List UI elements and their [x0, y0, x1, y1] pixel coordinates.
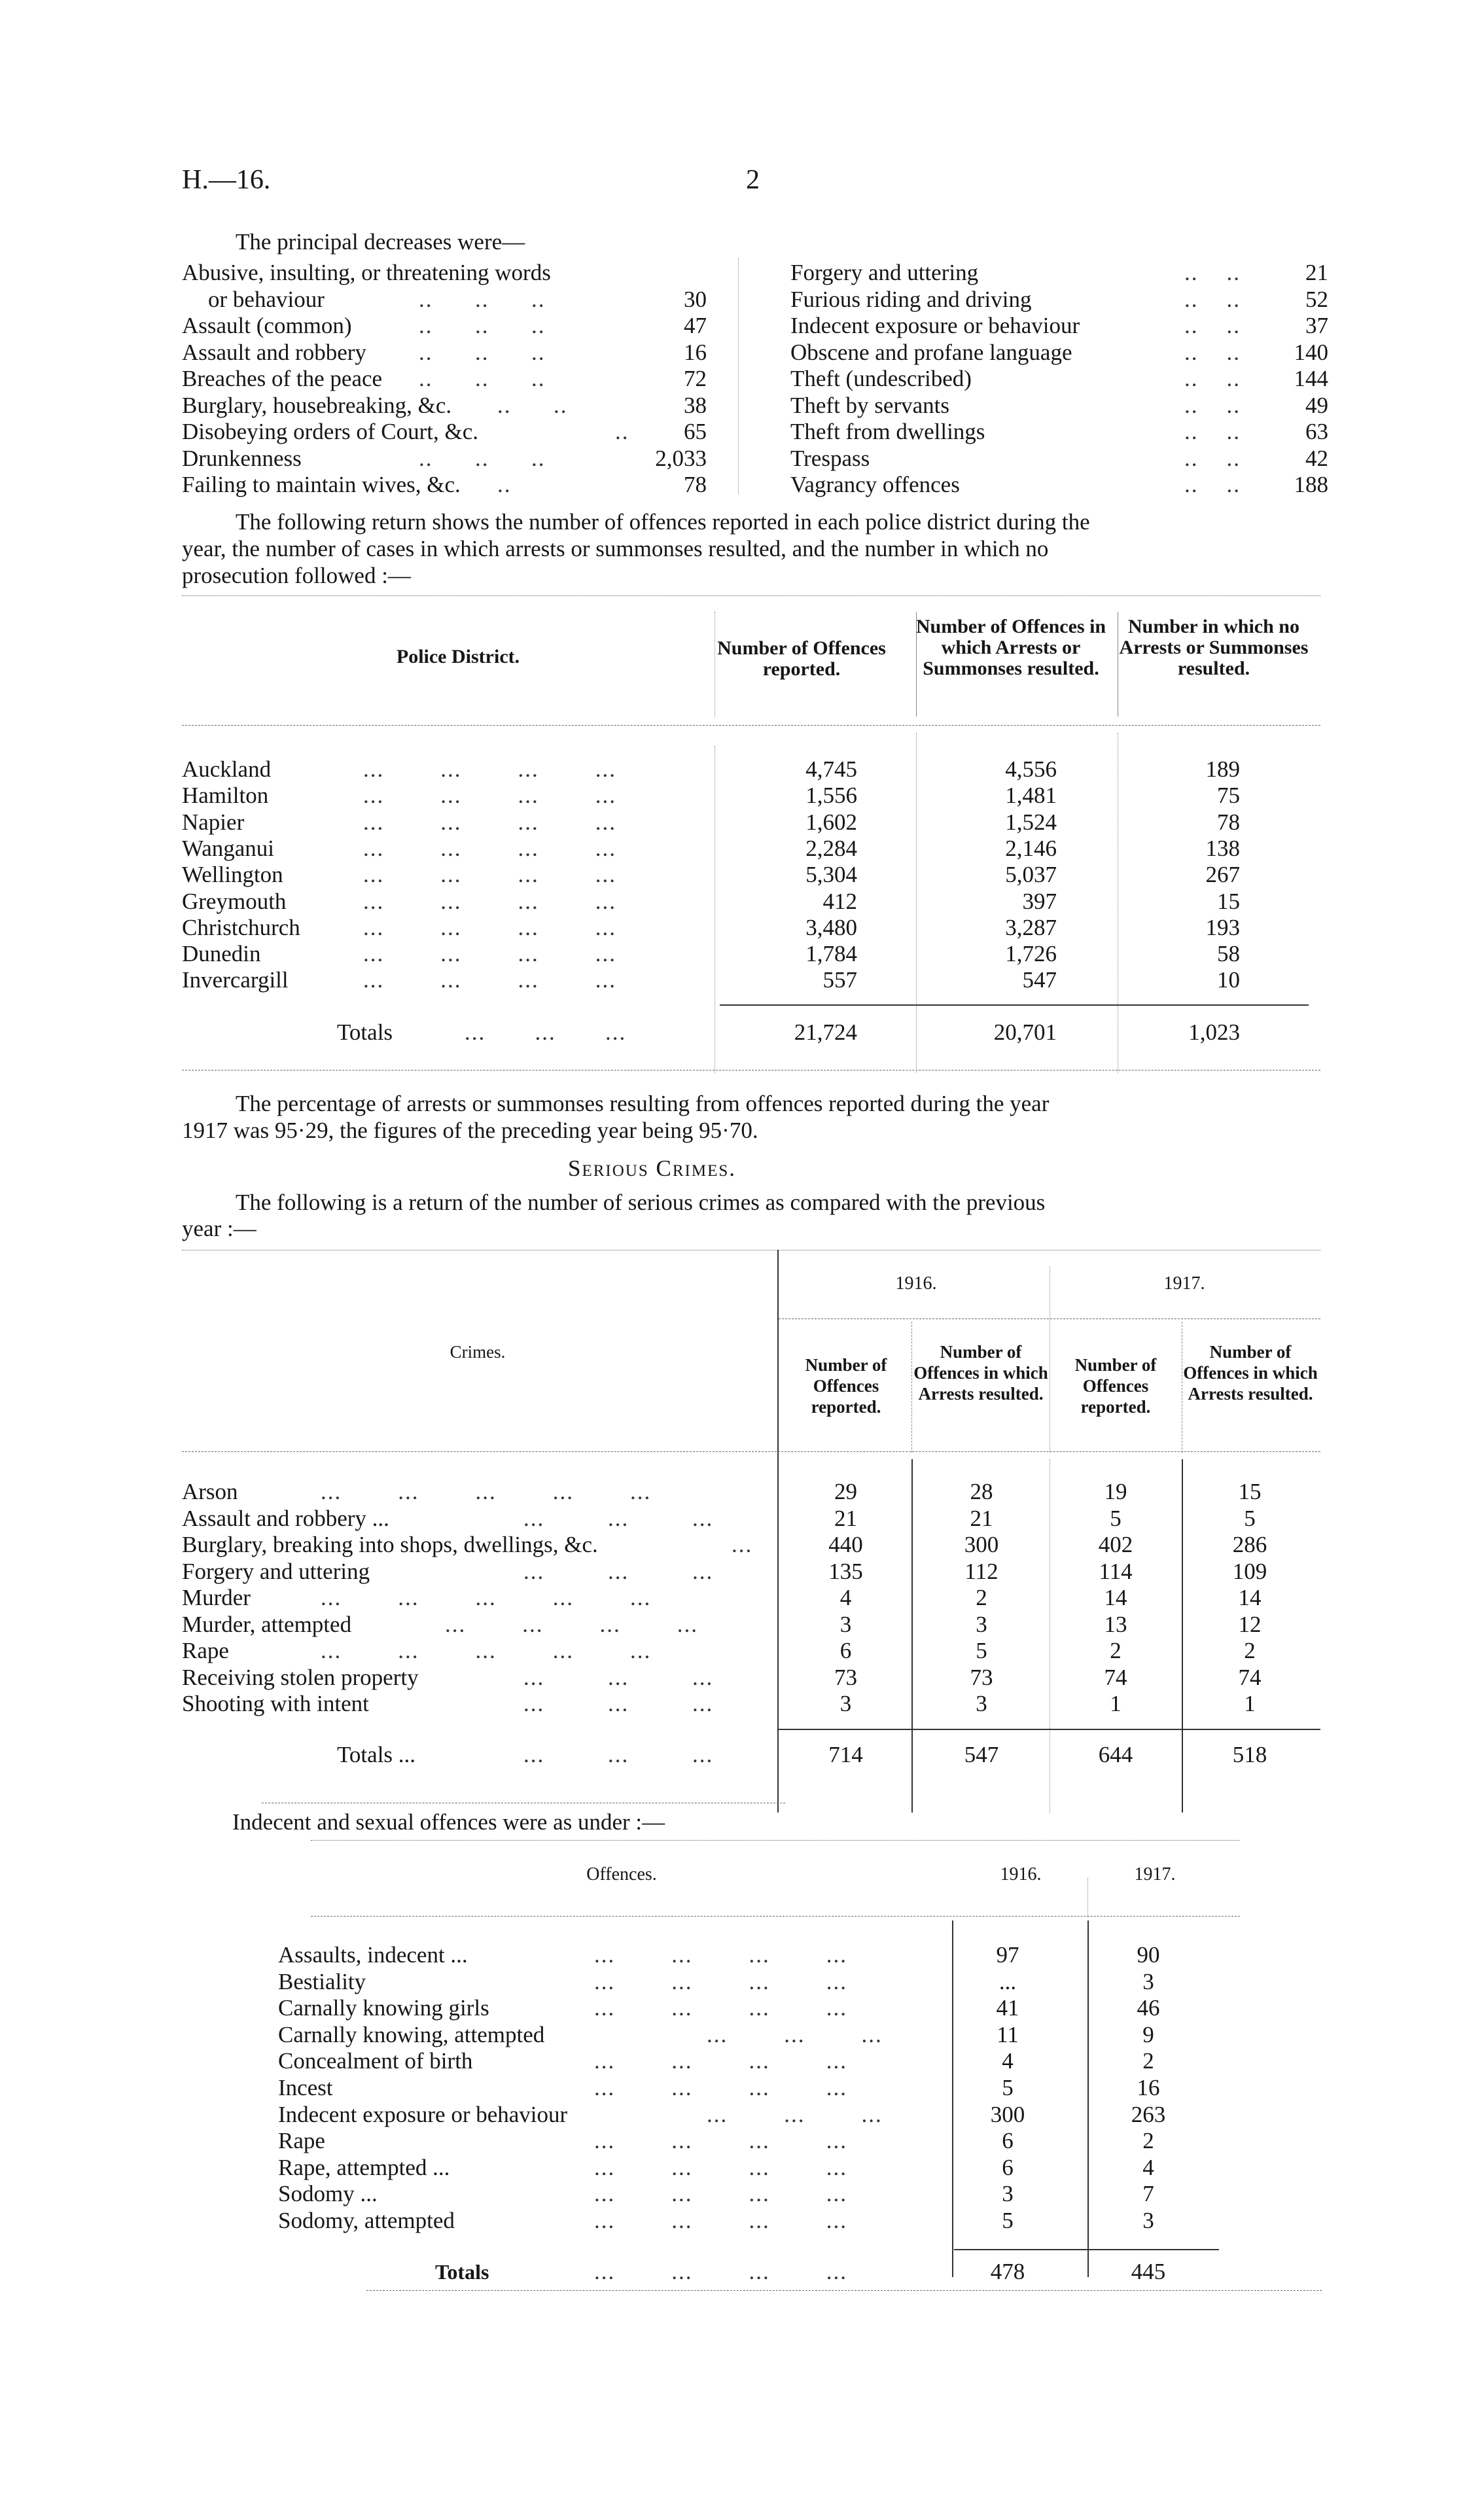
t2-r1916: 6: [839, 1638, 852, 1663]
t3-1917: 90: [1137, 1942, 1160, 1968]
t1-no-arrests: 58: [1217, 941, 1240, 967]
t3-1917: 7: [1142, 2181, 1154, 2207]
decrease-right-value: 63: [1305, 419, 1328, 444]
decrease-right-label: Indecent exposure or behaviour: [790, 313, 1080, 338]
t1-header-no-arrests: Number in which no Arrests or Summonses resulted.: [1119, 616, 1309, 679]
t3-row-dots: ... ... ... ...: [594, 2128, 847, 2154]
t3-1916: 41: [996, 1995, 1019, 2021]
t3-offence: Concealment of birth: [278, 2048, 473, 2074]
table-row: [0, 2075, 1484, 2101]
decrease-left-label: Abusive, insulting, or threatening words: [182, 260, 551, 285]
t1-reported: 4,745: [805, 756, 857, 782]
decrease-right-leader: .. ..: [1184, 392, 1241, 418]
t3-offence: Assaults, indecent ...: [278, 1942, 468, 1968]
t3-1917: 3: [1142, 2208, 1154, 2233]
t3-row-dots: ... ... ... ...: [594, 1995, 847, 2021]
t1-arrests: 1,524: [1005, 809, 1057, 835]
t2-row-dots: ... ... ...: [523, 1558, 714, 1584]
t3-1916: 5: [1002, 2075, 1014, 2100]
t2-row-dots: ... ... ... ... ...: [321, 1479, 652, 1504]
table-row: [0, 1969, 1484, 1995]
para1-line-1: The following return shows the number of offences reported in each police district during the: [236, 509, 1090, 535]
decrease-left-label: or behaviour: [208, 286, 325, 312]
t3-1916: 300: [990, 2101, 1025, 2127]
t2-r1916: 3: [839, 1691, 852, 1716]
table-row: [0, 967, 1484, 993]
table-row: [0, 1665, 1484, 1691]
decrease-right-value: 49: [1305, 392, 1328, 418]
t1-district: Auckland: [182, 756, 272, 782]
t2-a1916: 300: [964, 1532, 999, 1557]
t1-no-arrests: 15: [1217, 888, 1240, 914]
t1-no-arrests: 78: [1217, 809, 1240, 835]
table-row: [0, 1638, 1484, 1664]
para2-line-1: The percentage of arrests or summonses resulting from offences reported during the year: [236, 1091, 1050, 1116]
t2-r1916: 3: [839, 1611, 852, 1637]
table-row: [0, 2128, 1484, 2154]
decrease-left-label: Disobeying orders of Court, &c.: [182, 419, 478, 444]
t3-1917: 46: [1137, 1995, 1160, 2021]
t3-totals-1916: 478: [990, 2259, 1025, 2284]
decrease-left-label: Failing to maintain wives, &c.: [182, 472, 461, 497]
t1-no-arrests: 267: [1205, 862, 1240, 888]
t2-a1917: 12: [1238, 1611, 1262, 1637]
t2-r1916: 29: [834, 1479, 857, 1504]
table-row: [0, 836, 1484, 862]
decrease-right-leader: .. ..: [1184, 313, 1241, 338]
t2-crime: Murder, attempted: [182, 1611, 352, 1637]
decrease-right-label: Theft by servants: [790, 392, 949, 418]
t2-r1916: 135: [828, 1558, 863, 1584]
decrease-right-leader: .. ..: [1184, 445, 1241, 471]
t1-district: Wellington: [182, 862, 283, 888]
t1-row-dots: ... ... ... ...: [363, 783, 616, 809]
t3-totals-dots: ... ... ... ...: [594, 2259, 847, 2284]
decrease-right-leader: .. ..: [1184, 472, 1241, 497]
t3-header-1916: 1916.: [1000, 1864, 1042, 1884]
t2-header-arrests-1916: Number of Offences in which Arrests resulted.: [913, 1342, 1048, 1404]
t2-row-dots: ... ... ...: [523, 1664, 714, 1690]
t2-row-dots: ...: [732, 1532, 753, 1557]
decrease-right-label: Obscene and profane language: [790, 339, 1072, 365]
decrease-left-value: 38: [684, 392, 707, 418]
table-row: [0, 783, 1484, 809]
t1-row-dots: ... ... ... ...: [363, 756, 616, 782]
t1-row-dots: ... ... ... ...: [363, 914, 616, 940]
t3-row-dots: ... ... ...: [707, 2101, 883, 2127]
table-row: [0, 1532, 1484, 1558]
t1-arrests: 4,556: [1005, 756, 1057, 782]
decrease-left-value: 16: [684, 339, 707, 365]
t1-row-dots: ... ... ... ...: [363, 835, 616, 861]
t2-a1917: 2: [1244, 1638, 1256, 1663]
t2-r1917: 14: [1104, 1585, 1127, 1610]
t1-reported: 557: [822, 967, 857, 993]
decrease-left-leader: .. .. ..: [419, 339, 546, 365]
t2-a1917: 74: [1238, 1664, 1262, 1690]
t2-totals-a1916: 547: [964, 1742, 999, 1767]
t2-row-dots: ... ... ... ...: [445, 1611, 698, 1637]
t2-a1916: 3: [976, 1691, 987, 1716]
decrease-left-leader: ..: [497, 472, 512, 497]
decrease-left-leader: .. .. ..: [419, 286, 546, 312]
t3-row-dots: ... ... ... ...: [594, 2048, 847, 2074]
table-row: [0, 915, 1484, 941]
t2-r1917: 1: [1110, 1691, 1122, 1716]
serious-crimes-heading: Serious Crimes.: [568, 1156, 736, 1181]
t3-1916: 5: [1002, 2208, 1014, 2233]
t3-1916: 6: [1002, 2128, 1014, 2154]
t1-district: Invercargill: [182, 967, 289, 993]
t2-header-1917: 1917.: [1163, 1273, 1205, 1294]
t1-arrests: 5,037: [1005, 862, 1057, 888]
t1-header-reported: Number of Offences reported.: [717, 637, 886, 680]
t3-row-dots: ... ... ... ...: [594, 1942, 847, 1968]
decrease-right-leader: .. ..: [1184, 286, 1241, 312]
decrease-right-label: Theft (undescribed): [790, 366, 972, 391]
t3-1916: 6: [1002, 2154, 1014, 2180]
t3-offence: Indecent exposure or behaviour: [278, 2101, 568, 2127]
t2-a1916: 73: [970, 1664, 993, 1690]
t3-1916: ...: [998, 1968, 1017, 1994]
table-row: [0, 2048, 1484, 2074]
t3-row-dots: ... ... ... ...: [594, 2181, 847, 2207]
t2-a1916: 2: [976, 1585, 987, 1610]
t3-header-1917: 1917.: [1134, 1864, 1176, 1884]
serious-intro-line-1: The following is a return of the number of serious crimes as compared with the previous: [236, 1190, 1046, 1215]
t2-r1917: 13: [1104, 1611, 1127, 1637]
t3-1917: 2: [1142, 2128, 1154, 2154]
t1-reported: 2,284: [805, 835, 857, 861]
table-row: [0, 889, 1484, 915]
t2-row-dots: ... ... ... ... ...: [321, 1638, 652, 1663]
decrease-right-value: 52: [1305, 286, 1328, 312]
t1-no-arrests: 75: [1217, 783, 1240, 809]
decrease-right-leader: .. ..: [1184, 419, 1241, 444]
decrease-right-leader: .. ..: [1184, 366, 1241, 391]
t1-district: Hamilton: [182, 783, 269, 809]
table-row: [0, 941, 1484, 967]
t2-totals-row: [0, 1742, 1484, 1768]
t1-district: Greymouth: [182, 888, 287, 914]
t3-row-dots: ... ... ... ...: [594, 1968, 847, 1994]
decrease-right-label: Furious riding and driving: [790, 286, 1032, 312]
document-reference: H.—16.: [182, 165, 271, 195]
table-row: [0, 1995, 1484, 2021]
t3-totals-row: [0, 2259, 1484, 2285]
t1-arrests: 1,481: [1005, 783, 1057, 809]
t1-totals-label: Totals: [337, 1019, 393, 1045]
t3-1916: 11: [997, 2021, 1019, 2047]
t2-crime: Receiving stolen property: [182, 1664, 419, 1690]
decrease-left-value: 65: [684, 419, 707, 444]
t1-arrests: 2,146: [1005, 835, 1057, 861]
t3-row-dots: ... ... ... ...: [594, 2075, 847, 2100]
t2-crime: Forgery and uttering: [182, 1558, 370, 1584]
t2-crime: Burglary, breaking into shops, dwellings, &c.: [182, 1532, 598, 1557]
table-row: [0, 809, 1484, 836]
table-row: [0, 1691, 1484, 1717]
t2-totals-a1917: 518: [1232, 1742, 1267, 1767]
t2-header-arrests-1917: Number of Offences in which Arrests resulted.: [1183, 1342, 1318, 1404]
t2-a1916: 21: [970, 1505, 993, 1531]
t3-row-dots: ... ... ... ...: [594, 2154, 847, 2180]
table-row: [0, 1585, 1484, 1611]
t3-offence: Sodomy ...: [278, 2181, 378, 2207]
t3-1917: 263: [1131, 2101, 1166, 2127]
decrease-right-label: Forgery and uttering: [790, 260, 979, 285]
t1-arrests: 3,287: [1005, 914, 1057, 940]
t1-row-dots: ... ... ... ...: [363, 862, 616, 888]
t1-reported: 412: [822, 888, 857, 914]
para1-line-3: prosecution followed :—: [182, 563, 411, 588]
t2-r1917: 2: [1110, 1638, 1122, 1663]
t1-reported: 1,784: [805, 941, 857, 967]
t1-arrests: 1,726: [1005, 941, 1057, 967]
t1-arrests: 397: [1022, 888, 1057, 914]
decrease-left-value: 30: [684, 286, 707, 312]
t2-r1917: 5: [1110, 1505, 1122, 1531]
decrease-right-value: 21: [1305, 260, 1328, 285]
t1-reported: 1,602: [805, 809, 857, 835]
t2-a1916: 3: [976, 1611, 987, 1637]
t3-1916: 4: [1002, 2048, 1014, 2074]
t3-offence: Carnally knowing girls: [278, 1995, 489, 2021]
t3-1916: 97: [996, 1942, 1019, 1968]
t2-row-dots: ... ... ... ... ...: [321, 1585, 652, 1610]
t2-r1916: 4: [839, 1585, 852, 1610]
table-row: [0, 1942, 1484, 1968]
t1-no-arrests: 10: [1217, 967, 1240, 993]
t3-row-dots: ... ... ...: [707, 2021, 883, 2047]
table-row: [0, 2102, 1484, 2128]
decrease-right-leader: .. ..: [1184, 339, 1241, 365]
t2-header-1916: 1916.: [895, 1273, 937, 1294]
t3-totals-1917: 445: [1131, 2259, 1166, 2284]
t2-r1916: 440: [828, 1532, 863, 1557]
table-row: [0, 2208, 1484, 2234]
t1-row-dots: ... ... ... ...: [363, 967, 616, 993]
decrease-left-label: Breaches of the peace: [182, 366, 383, 391]
t2-header-crimes: Crimes.: [450, 1342, 506, 1362]
t2-a1917: 14: [1238, 1585, 1262, 1610]
decrease-right-value: 140: [1294, 339, 1328, 365]
t3-1917: 2: [1142, 2048, 1154, 2074]
decrease-left-leader: .. .. ..: [419, 313, 546, 338]
t3-1916: 3: [1002, 2181, 1014, 2207]
t2-crime: Arson: [182, 1479, 238, 1504]
t2-a1917: 5: [1244, 1505, 1256, 1531]
t2-a1916: 112: [964, 1558, 998, 1584]
decrease-left-label: Drunkenness: [182, 445, 302, 471]
decrease-right-label: Trespass: [790, 445, 870, 471]
t2-a1917: 109: [1232, 1558, 1267, 1584]
table-row: [0, 1479, 1484, 1505]
t1-district: Napier: [182, 809, 245, 835]
t1-district: Christchurch: [182, 914, 300, 940]
t2-totals-r1916: 714: [828, 1742, 863, 1767]
table-row: [0, 1612, 1484, 1638]
decrease-left-label: Assault (common): [182, 313, 352, 338]
table-row: [0, 862, 1484, 888]
t3-header-offences: Offences.: [586, 1864, 657, 1884]
t3-offence: Incest: [278, 2075, 333, 2100]
table-row: [0, 2181, 1484, 2207]
table-row: [0, 2022, 1484, 2048]
t2-a1917: 15: [1238, 1479, 1262, 1504]
decrease-right-value: 37: [1305, 313, 1328, 338]
para2-line-2: 1917 was 95·29, the figures of the preceding year being 95·70.: [182, 1118, 758, 1143]
decrease-left-label: Assault and robbery: [182, 339, 366, 365]
t1-totals-dots: ... ... ...: [465, 1019, 627, 1045]
t1-totals-reported: 21,724: [794, 1019, 857, 1045]
t3-1917: 9: [1142, 2021, 1154, 2047]
t2-r1916: 73: [834, 1664, 857, 1690]
t3-row-dots: ... ... ... ...: [594, 2208, 847, 2233]
t1-district: Wanganui: [182, 835, 275, 861]
t2-a1916: 28: [970, 1479, 993, 1504]
t1-row-dots: ... ... ... ...: [363, 809, 616, 835]
decrease-left-leader: ..: [615, 419, 629, 444]
t2-r1917: 74: [1104, 1664, 1127, 1690]
decrease-left-leader: .. .. ..: [419, 445, 546, 471]
decrease-right-value: 42: [1305, 445, 1328, 471]
t1-district: Dunedin: [182, 941, 261, 967]
t1-totals-no-arrests: 1,023: [1188, 1019, 1240, 1045]
t2-r1917: 114: [1099, 1558, 1133, 1584]
t3-offence: Rape: [278, 2128, 325, 2154]
t3-offence: Sodomy, attempted: [278, 2208, 455, 2233]
t1-no-arrests: 138: [1205, 835, 1240, 861]
t2-r1917: 402: [1098, 1532, 1133, 1557]
t3-offence: Bestiality: [278, 1968, 366, 1994]
t3-totals-label: Totals: [435, 2260, 489, 2284]
t2-crime: Murder: [182, 1585, 251, 1610]
decrease-right-leader: .. ..: [1184, 260, 1241, 285]
t2-a1917: 286: [1232, 1532, 1267, 1557]
table-row: [0, 2155, 1484, 2181]
decrease-right-value: 188: [1294, 472, 1328, 497]
decrease-left-leader: .. ..: [497, 392, 568, 418]
t2-crime: Shooting with intent: [182, 1691, 369, 1716]
t2-row-dots: ... ... ...: [523, 1691, 714, 1716]
t2-r1916: 21: [834, 1505, 857, 1531]
t1-row-dots: ... ... ... ...: [363, 941, 616, 967]
t3-offence: Carnally knowing, attempted: [278, 2021, 545, 2047]
t1-reported: 5,304: [805, 862, 857, 888]
t2-totals-r1917: 644: [1098, 1742, 1133, 1767]
t1-header-arrests: Number of Offences in which Arrests or Summonses resulted.: [915, 616, 1106, 679]
t2-header-reported-1917: Number of Offences reported.: [1074, 1355, 1157, 1417]
decrease-right-value: 144: [1294, 366, 1328, 391]
t3-1917: 4: [1142, 2154, 1154, 2180]
decrease-left-leader: .. .. ..: [419, 366, 546, 391]
t3-offence: Rape, attempted ...: [278, 2154, 450, 2180]
table-row: [0, 1506, 1484, 1532]
table-row: [0, 756, 1484, 783]
t1-no-arrests: 193: [1205, 914, 1240, 940]
decrease-left-label: Burglary, housebreaking, &c.: [182, 392, 452, 418]
t2-a1916: 5: [976, 1638, 987, 1663]
t2-totals-dots: ... ... ...: [523, 1742, 714, 1767]
decrease-left-value: 78: [684, 472, 707, 497]
decrease-left-value: 2,033: [655, 445, 707, 471]
decrease-left-value: 47: [684, 313, 707, 338]
serious-intro-line-2: year :—: [182, 1216, 256, 1241]
decreases-intro: The principal decreases were—: [236, 229, 525, 255]
t1-reported: 1,556: [805, 783, 857, 809]
table-row: [0, 1559, 1484, 1585]
t2-row-dots: ... ... ...: [523, 1505, 714, 1531]
t1-row-dots: ... ... ... ...: [363, 888, 616, 914]
page-number: 2: [746, 165, 760, 195]
t1-totals-row: [0, 1019, 1484, 1046]
t1-no-arrests: 189: [1205, 756, 1240, 782]
decreases-divider: [738, 258, 739, 494]
t3-1917: 3: [1142, 1968, 1154, 1994]
t2-a1917: 1: [1244, 1691, 1256, 1716]
decrease-left-value: 72: [684, 366, 707, 391]
t1-reported: 3,480: [805, 914, 857, 940]
decrease-right-label: Theft from dwellings: [790, 419, 985, 444]
decrease-right-label: Vagrancy offences: [790, 472, 960, 497]
t1-header-district: Police District.: [396, 646, 520, 667]
t2-crime: Assault and robbery ...: [182, 1505, 389, 1531]
t2-header-reported-1916: Number of Offences reported.: [805, 1355, 887, 1417]
t2-r1917: 19: [1104, 1479, 1127, 1504]
t1-arrests: 547: [1022, 967, 1057, 993]
t1-totals-arrests: 20,701: [993, 1019, 1057, 1045]
t3-1917: 16: [1137, 2075, 1160, 2100]
indecent-intro: Indecent and sexual offences were as under :—: [232, 1809, 665, 1835]
para1-line-2: year, the number of cases in which arrests or summonses resulted, and the number in which no: [182, 536, 1049, 561]
t2-crime: Rape: [182, 1638, 229, 1663]
t2-totals-label: Totals ...: [337, 1742, 416, 1767]
